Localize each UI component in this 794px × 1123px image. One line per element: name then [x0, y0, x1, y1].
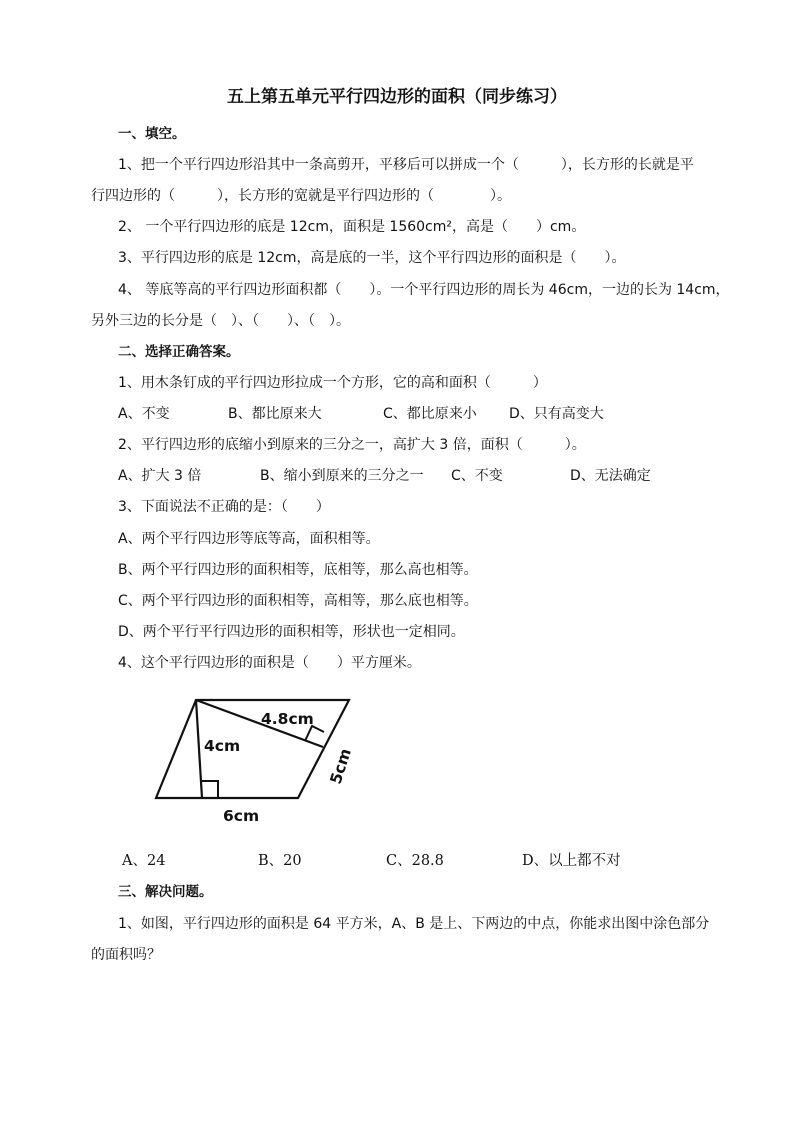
parallelogram-figure: [150, 692, 370, 832]
s2-q3-option-b: B、两个平行四边形的面积相等，底相等，那么高也相等。: [118, 562, 478, 578]
s1-q2: 2、 一个平行四边形的底是 12cm，面积是 1560cm²，高是（ ）cm。: [118, 219, 586, 235]
s2-q1-option-b: B、都比原来大: [228, 406, 322, 422]
s2-q4-stem: 4、这个平行四边形的面积是（ ）平方厘米。: [118, 655, 421, 671]
s1-q1-line2: 行四边形的（ ），长方形的宽就是平行四边形的（ ）。: [91, 188, 511, 204]
s2-q3-option-a: A、两个平行四边形等底等高，面积相等。: [118, 531, 380, 547]
s1-q4-line1: 4、 等底等高的平行四边形面积都（ ）。一个平行四边形的周长为 46cm，一边的长为 14cm，: [118, 282, 730, 298]
s2-q2-option-b: B、缩小到原来的三分之一: [260, 468, 424, 484]
s3-q1-line1: 1、如图，平行四边形的面积是 64 平方米，A、B 是上、下两边的中点，你能求出图中涂色部分: [118, 916, 710, 932]
right-angle-mark-bottom: [202, 781, 218, 798]
label-5cm: 5cm: [326, 746, 355, 787]
s2-q2-option-a: A、扩大 3 倍: [118, 468, 202, 484]
height-line: [196, 700, 202, 798]
s1-q1-line1: 1、把一个平行四边形沿其中一条高剪开，平移后可以拼成一个（ ），长方形的长就是平: [118, 157, 694, 173]
s2-q4-option-c: C、28.8: [386, 853, 444, 869]
s2-q3-option-d: D、两个平行平行四边形的面积相等，形状也一定相同。: [118, 624, 465, 640]
s2-q2-option-c: C、不变: [451, 468, 503, 484]
s1-q4-line2: 另外三边的长分是（ ）、（ ）、（ ）。: [91, 313, 350, 329]
s2-q4-option-d: D、以上都不对: [522, 853, 621, 869]
label-4-8cm: 4.8cm: [261, 710, 314, 728]
s2-q1-option-c: C、都比原来小: [383, 406, 477, 422]
label-6cm: 6cm: [223, 807, 260, 825]
s2-q2-stem: 2、平行四边形的底缩小到原来的三分之一，高扩大 3 倍，面积（ ）。: [118, 437, 586, 453]
right-angle-mark-side: [305, 726, 324, 741]
parallelogram-outline: [156, 700, 349, 798]
s1-q3: 3、平行四边形的底是 12cm，高是底的一半，这个平行四边形的面积是（ ）。: [118, 250, 626, 266]
s2-q3-option-c: C、两个平行四边形的面积相等，高相等，那么底也相等。: [118, 593, 478, 609]
section3-heading: 三、解决问题。: [118, 884, 213, 900]
label-4cm: 4cm: [204, 737, 241, 755]
s2-q1-option-a: A、不变: [118, 406, 170, 422]
s2-q1-stem: 1、用木条钉成的平行四边形拉成一个方形，它的高和面积（ ）: [118, 375, 547, 391]
s2-q4-option-a: A、24: [122, 853, 166, 869]
s2-q2-option-d: D、无法确定: [570, 468, 651, 484]
section2-heading: 二、选择正确答案。: [118, 344, 240, 360]
s2-q1-option-d: D、只有高变大: [509, 406, 604, 422]
s2-q3-stem: 3、下面说法不正确的是：（ ）: [118, 499, 330, 515]
page-title: 五上第五单元平行四边形的面积（同步练习）: [227, 87, 567, 107]
s2-q4-option-b: B、20: [258, 853, 302, 869]
s3-q1-line2: 的面积吗？: [91, 947, 161, 963]
section1-heading: 一、填空。: [118, 126, 186, 142]
